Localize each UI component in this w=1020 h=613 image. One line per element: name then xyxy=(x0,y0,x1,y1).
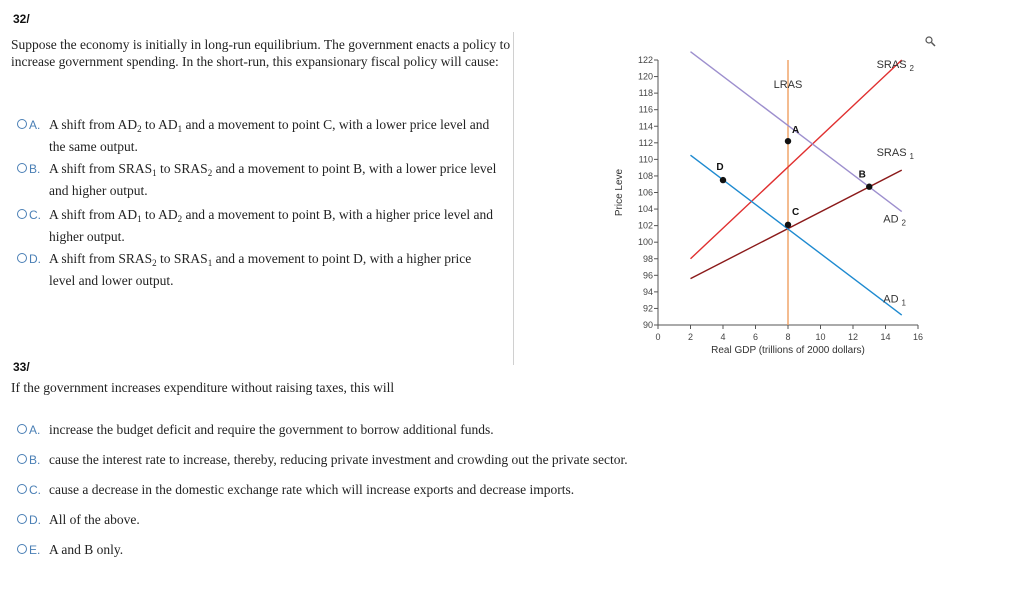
x-tick-label: 0 xyxy=(655,332,661,342)
option-text: A shift from $AD_2$ to $AD_1$ and a movement to point C, with a lower price level and the same output. xyxy=(49,117,490,154)
option-text: A and B only. xyxy=(49,542,124,557)
q32-option-c[interactable] xyxy=(17,206,497,246)
option-letter: C. xyxy=(29,483,41,497)
q32-option-b[interactable] xyxy=(17,160,497,200)
point-label-c: C xyxy=(792,206,800,218)
series-label-sras2: SRAS $_2$ xyxy=(876,59,914,73)
series-label-ad1: AD $_1$ xyxy=(883,293,906,308)
radio-button[interactable] xyxy=(17,209,27,219)
y-tick-label: 92 xyxy=(642,303,653,314)
q33-option-b[interactable] xyxy=(17,451,628,469)
option-text: All of the above. xyxy=(49,512,140,527)
ad-as-chart xyxy=(513,32,943,370)
x-tick-label: 16 xyxy=(912,332,924,342)
y-tick-label: 94 xyxy=(642,286,653,297)
option-letter: A. xyxy=(29,423,41,437)
radio-button[interactable] xyxy=(17,424,27,434)
x-tick-label: 10 xyxy=(815,332,826,342)
point-label-d: D xyxy=(716,162,724,174)
q33-option-d[interactable] xyxy=(17,511,140,529)
option-letter: D. xyxy=(29,252,41,266)
y-tick-label: 114 xyxy=(638,121,653,132)
question-32-number: 32/ xyxy=(13,12,30,26)
option-text: A shift from $SRAS_1$ to $SRAS_2$ and a movement to point B, with a lower price level and higher output. xyxy=(49,161,497,198)
y-tick-label: 100 xyxy=(637,237,653,248)
y-tick-label: 118 xyxy=(638,88,653,99)
series-label-ad2: AD $_2$ xyxy=(883,213,906,228)
question-33-number: 33/ xyxy=(13,360,30,374)
x-tick-label: 4 xyxy=(720,332,726,342)
y-tick-label: 116 xyxy=(638,104,653,115)
x-tick-label: 12 xyxy=(847,332,859,342)
x-tick-label: 8 xyxy=(785,332,791,342)
series-label-sras1: SRAS $_1$ xyxy=(876,147,914,162)
q33-option-e[interactable] xyxy=(17,541,123,559)
question-33-stem: If the government increases expenditure without raising taxes, this will xyxy=(11,380,395,395)
y-axis-label: Price Leve xyxy=(614,168,625,217)
series-label-lras: LRAS xyxy=(773,79,803,91)
option-letter: A. xyxy=(29,118,41,132)
option-letter: D. xyxy=(29,513,41,527)
radio-button[interactable] xyxy=(17,253,27,263)
x-tick-label: 6 xyxy=(752,332,759,342)
option-text: A shift from $SRAS_2$ to $SRAS_1$ and a movement to point D, with a higher price level and lower output. xyxy=(49,251,472,288)
q33-option-c[interactable] xyxy=(17,481,574,499)
y-tick-label: 110 xyxy=(638,154,653,165)
point-b xyxy=(866,184,872,190)
option-letter: B. xyxy=(29,453,41,467)
point-c xyxy=(785,222,791,228)
question-32-stem: Suppose the economy is initially in long-run equilibrium. The government enacts a policy to increase government spending. In the short-run, this expansionary fiscal policy will cause: xyxy=(11,37,511,69)
y-tick-label: 90 xyxy=(642,320,653,330)
option-text: increase the budget deficit and require the government to borrow additional funds. xyxy=(49,422,494,437)
point-label-b: B xyxy=(858,169,866,181)
q32-option-d[interactable] xyxy=(17,250,497,290)
point-d xyxy=(720,177,726,183)
option-letter: C. xyxy=(29,208,41,222)
y-tick-label: 104 xyxy=(637,204,653,215)
y-tick-label: 108 xyxy=(637,170,653,181)
y-tick-label: 96 xyxy=(642,270,653,281)
y-tick-label: 106 xyxy=(637,187,653,198)
y-tick-label: 122 xyxy=(637,55,653,65)
y-tick-label: 102 xyxy=(637,220,653,231)
option-text: cause the interest rate to increase, thereby, reducing private investment and crowding out the private sector. xyxy=(49,452,628,467)
x-tick-label: 2 xyxy=(687,332,694,342)
option-text: A shift from $AD_1$ to $AD_2$ and a movement to point B, with a higher price level and higher output. xyxy=(49,207,493,244)
radio-button[interactable] xyxy=(17,454,27,464)
y-tick-label: 112 xyxy=(638,137,653,148)
option-letter: B. xyxy=(29,162,41,176)
x-tick-label: 14 xyxy=(880,332,891,342)
option-text: cause a decrease in the domestic exchange rate which will increase exports and decrease imports. xyxy=(49,482,575,497)
option-letter: E. xyxy=(29,543,41,557)
radio-button[interactable] xyxy=(17,484,27,494)
q33-option-a[interactable] xyxy=(17,421,494,439)
y-tick-label: 120 xyxy=(637,71,653,82)
x-axis-label: Real GDP (trillions of 2000 dollars) xyxy=(711,345,865,356)
radio-button[interactable] xyxy=(17,119,27,129)
y-tick-label: 98 xyxy=(642,253,653,264)
radio-button[interactable] xyxy=(17,544,27,554)
point-label-a: A xyxy=(792,125,800,137)
radio-button[interactable] xyxy=(17,514,27,524)
chart-canvas xyxy=(513,32,943,370)
radio-button[interactable] xyxy=(17,163,27,173)
zoom-icon[interactable] xyxy=(926,37,935,46)
point-a xyxy=(785,138,791,144)
q32-option-a[interactable] xyxy=(17,116,497,156)
